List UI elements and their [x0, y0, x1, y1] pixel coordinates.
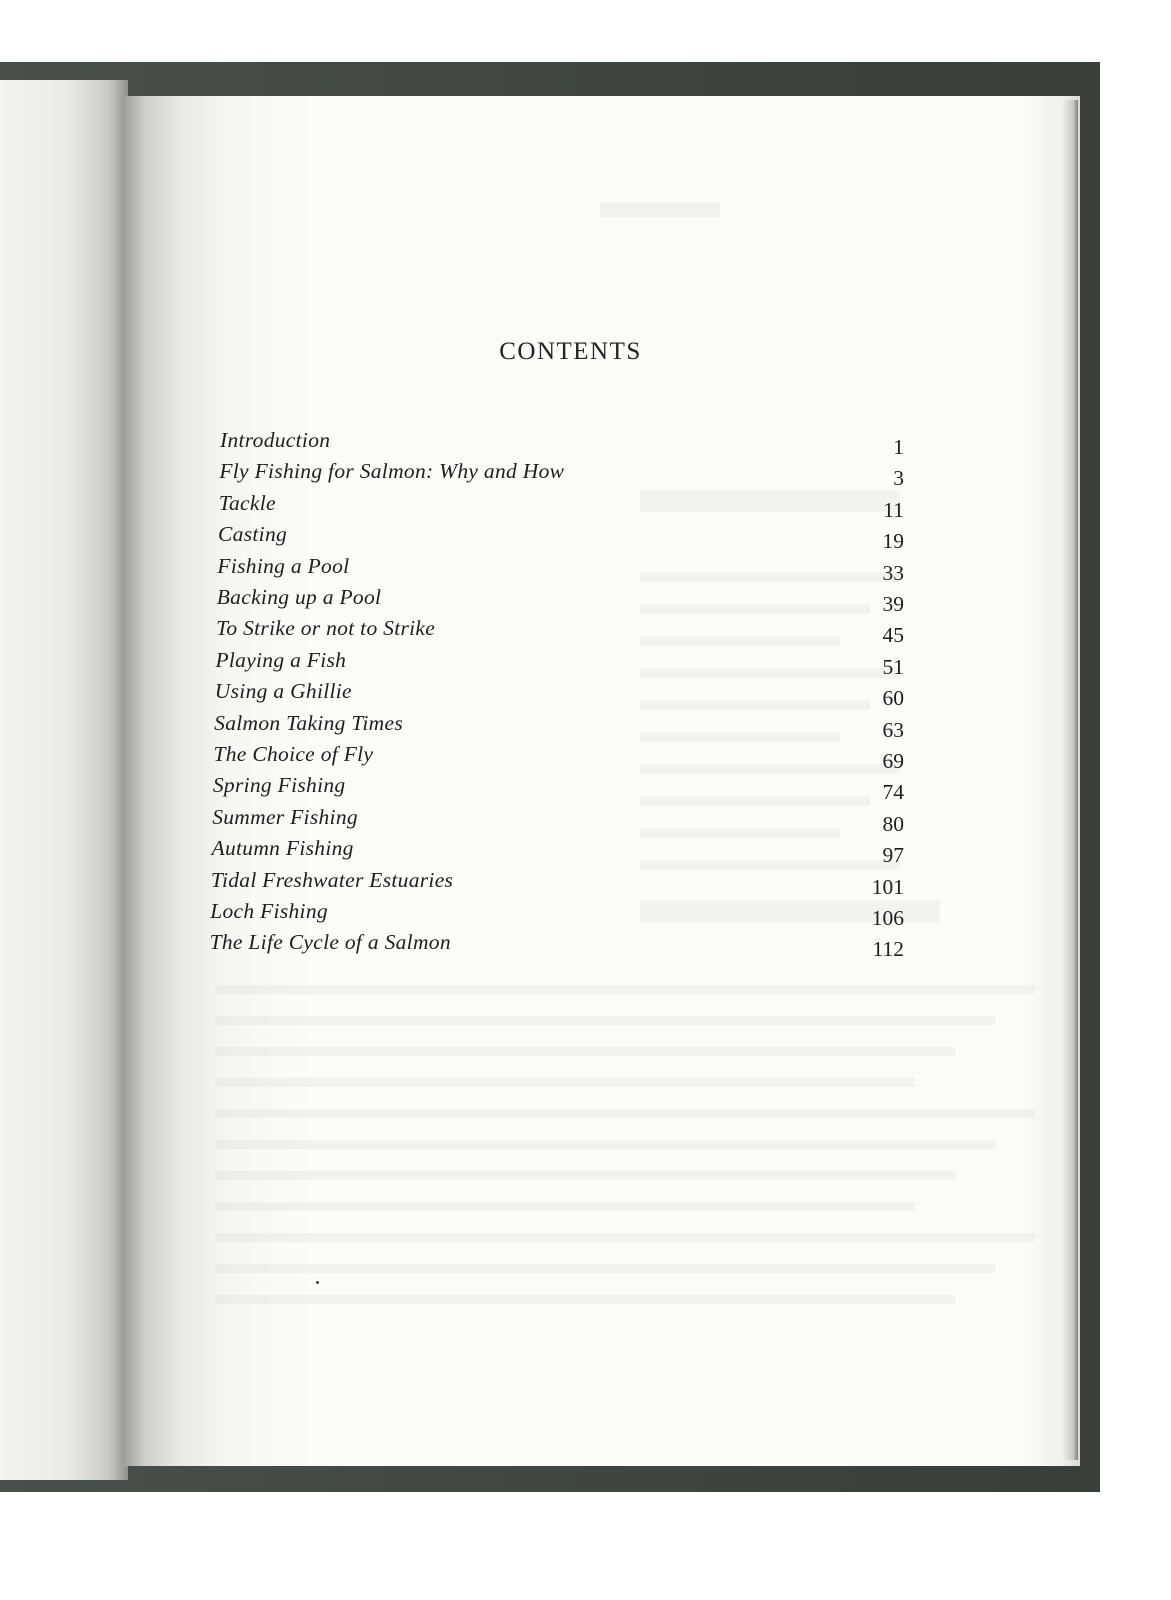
- toc-entry-page: 45: [882, 623, 904, 648]
- toc-entry-page: 39: [882, 592, 904, 616]
- page-block-edge: [1062, 100, 1078, 1460]
- print-speck: [316, 1281, 319, 1284]
- toc-entry-title: Fishing a Pool: [217, 553, 350, 578]
- toc-entry-page: 74: [882, 780, 904, 805]
- toc-entry-title: Casting: [218, 522, 288, 547]
- toc-entry-title: The Life Cycle of a Salmon: [209, 930, 451, 955]
- toc-entry-page: 19: [882, 529, 904, 554]
- toc-entry-title: Summer Fishing: [212, 804, 358, 829]
- toc-entry-title: Tidal Freshwater Estuaries: [210, 867, 454, 892]
- toc-entry-title: To Strike or not to Strike: [216, 616, 436, 641]
- toc-entry-title: Salmon Taking Times: [214, 710, 404, 735]
- toc-entry-title: Backing up a Pool: [216, 585, 382, 609]
- toc-entry-page: 60: [882, 686, 904, 711]
- toc-entry-page: 80: [882, 811, 904, 836]
- toc-entry-title: Introduction: [220, 428, 331, 452]
- toc-entry-title: Loch Fishing: [210, 899, 328, 923]
- toc-entry-page: 51: [882, 654, 904, 679]
- facing-page: [0, 80, 128, 1480]
- toc-entry-page: 106: [871, 906, 904, 930]
- toc-entry-page: 112: [872, 937, 904, 962]
- toc-entry-page: 1: [893, 435, 904, 459]
- toc-entry-title: Tackle: [218, 490, 276, 515]
- toc-entry-title: Fly Fishing for Salmon: Why and How: [219, 459, 565, 484]
- toc-entry-page: 11: [883, 497, 904, 522]
- toc-entry-title: Using a Ghillie: [214, 679, 352, 704]
- toc-entry-page: 3: [893, 466, 904, 491]
- toc-entry-title: Spring Fishing: [212, 773, 346, 798]
- toc-entry-title: Autumn Fishing: [211, 836, 354, 861]
- toc-entry-page: 63: [882, 717, 904, 742]
- contents-heading: CONTENTS: [499, 338, 642, 365]
- toc-entry-title: Playing a Fish: [215, 647, 347, 672]
- toc-entry-page: 97: [882, 843, 904, 868]
- toc-entry-title: The Choice of Fly: [213, 742, 374, 766]
- toc-entry-page: 33: [882, 560, 904, 585]
- toc-entry-page: 101: [871, 874, 904, 899]
- toc-entry-page: 69: [882, 749, 904, 773]
